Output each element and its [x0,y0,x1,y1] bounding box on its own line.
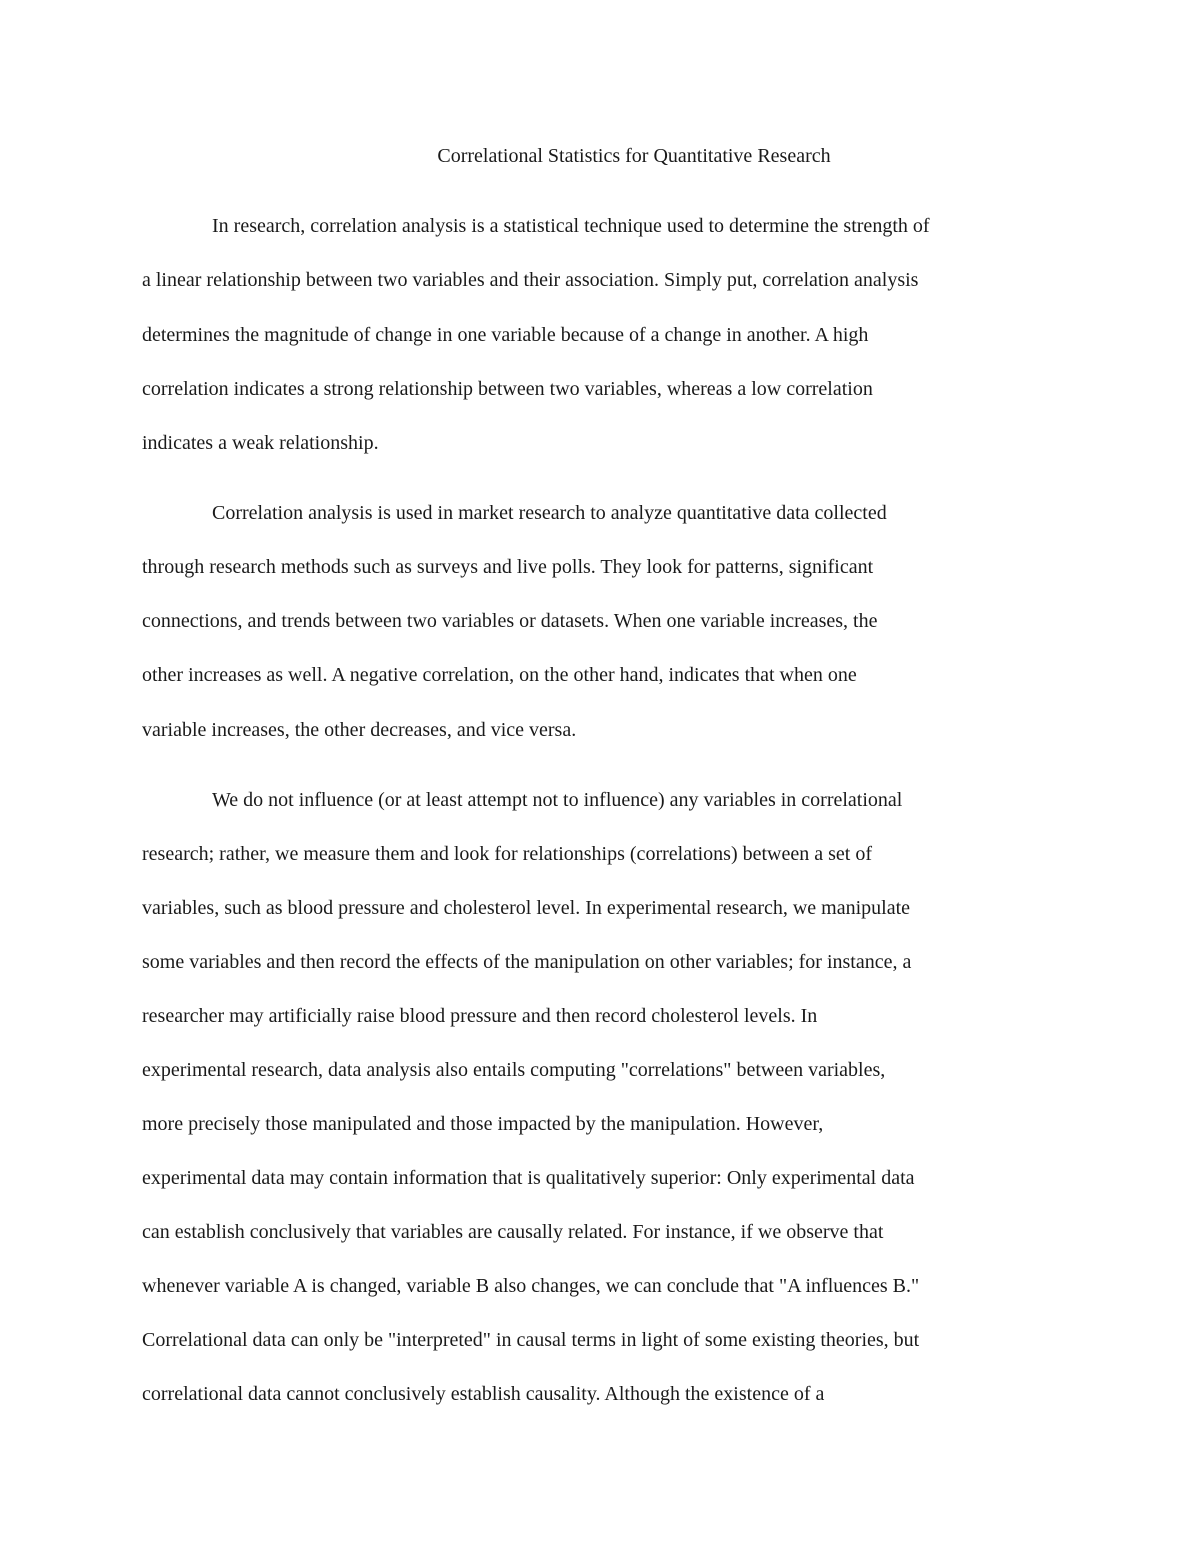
paragraph-2-line-4: other increases as well. A negative correlation, on the other hand, indicates that when one [142,664,857,686]
paragraph-3-line-3: variables, such as blood pressure and cholesterol level. In experimental research, we manipulate [142,897,911,919]
paragraph-3-line-4: some variables and then record the effects of the manipulation on other variables; for instance, a [142,951,912,973]
paragraph-2-line-1: Correlation analysis is used in market research to analyze quantitative data collected [212,502,887,524]
paragraph-1-line-4: correlation indicates a strong relationship between two variables, whereas a low correlation [142,378,873,400]
paragraph-2-line-5: variable increases, the other decreases, and vice versa. [142,719,577,741]
paragraph-3-line-12: correlational data cannot conclusively establish causality. Although the existence of a [142,1383,825,1405]
paragraph-3-line-1: We do not influence (or at least attempt not to influence) any variables in correlational [212,789,903,811]
paragraph-2-line-3: connections, and trends between two variables or datasets. When one variable increases, the [142,610,878,632]
paragraph-3-line-9: can establish conclusively that variables are causally related. For instance, if we observe that [142,1221,884,1243]
paragraph-1-line-1: In research, correlation analysis is a statistical technique used to determine the strength of [212,215,930,237]
paragraph-3-line-2: research; rather, we measure them and look for relationships (correlations) between a set of [142,843,873,865]
paragraph-1-line-5: indicates a weak relationship. [142,432,379,454]
paragraph-3-line-7: more precisely those manipulated and those impacted by the manipulation. However, [142,1113,824,1135]
document-title: Correlational Statistics for Quantitative Research [437,145,831,167]
paragraph-1-line-2: a linear relationship between two variables and their association. Simply put, correlation analysis [142,269,919,291]
paragraph-3-line-11: Correlational data can only be "interpreted" in causal terms in light of some existing theories, but [142,1329,920,1351]
paragraph-2-line-2: through research methods such as surveys and live polls. They look for patterns, significant [142,556,874,578]
paragraph-1-line-3: determines the magnitude of change in one variable because of a change in another. A high [142,324,869,346]
paragraph-3-line-5: researcher may artificially raise blood pressure and then record cholesterol levels. In [142,1005,818,1027]
paragraph-3-line-8: experimental data may contain information that is qualitatively superior: Only experimental data [142,1167,915,1189]
paragraph-3-line-6: experimental research, data analysis also entails computing "correlations" between variables, [142,1059,886,1081]
paragraph-3-line-10: whenever variable A is changed, variable B also changes, we can conclude that "A influences B." [142,1275,920,1297]
